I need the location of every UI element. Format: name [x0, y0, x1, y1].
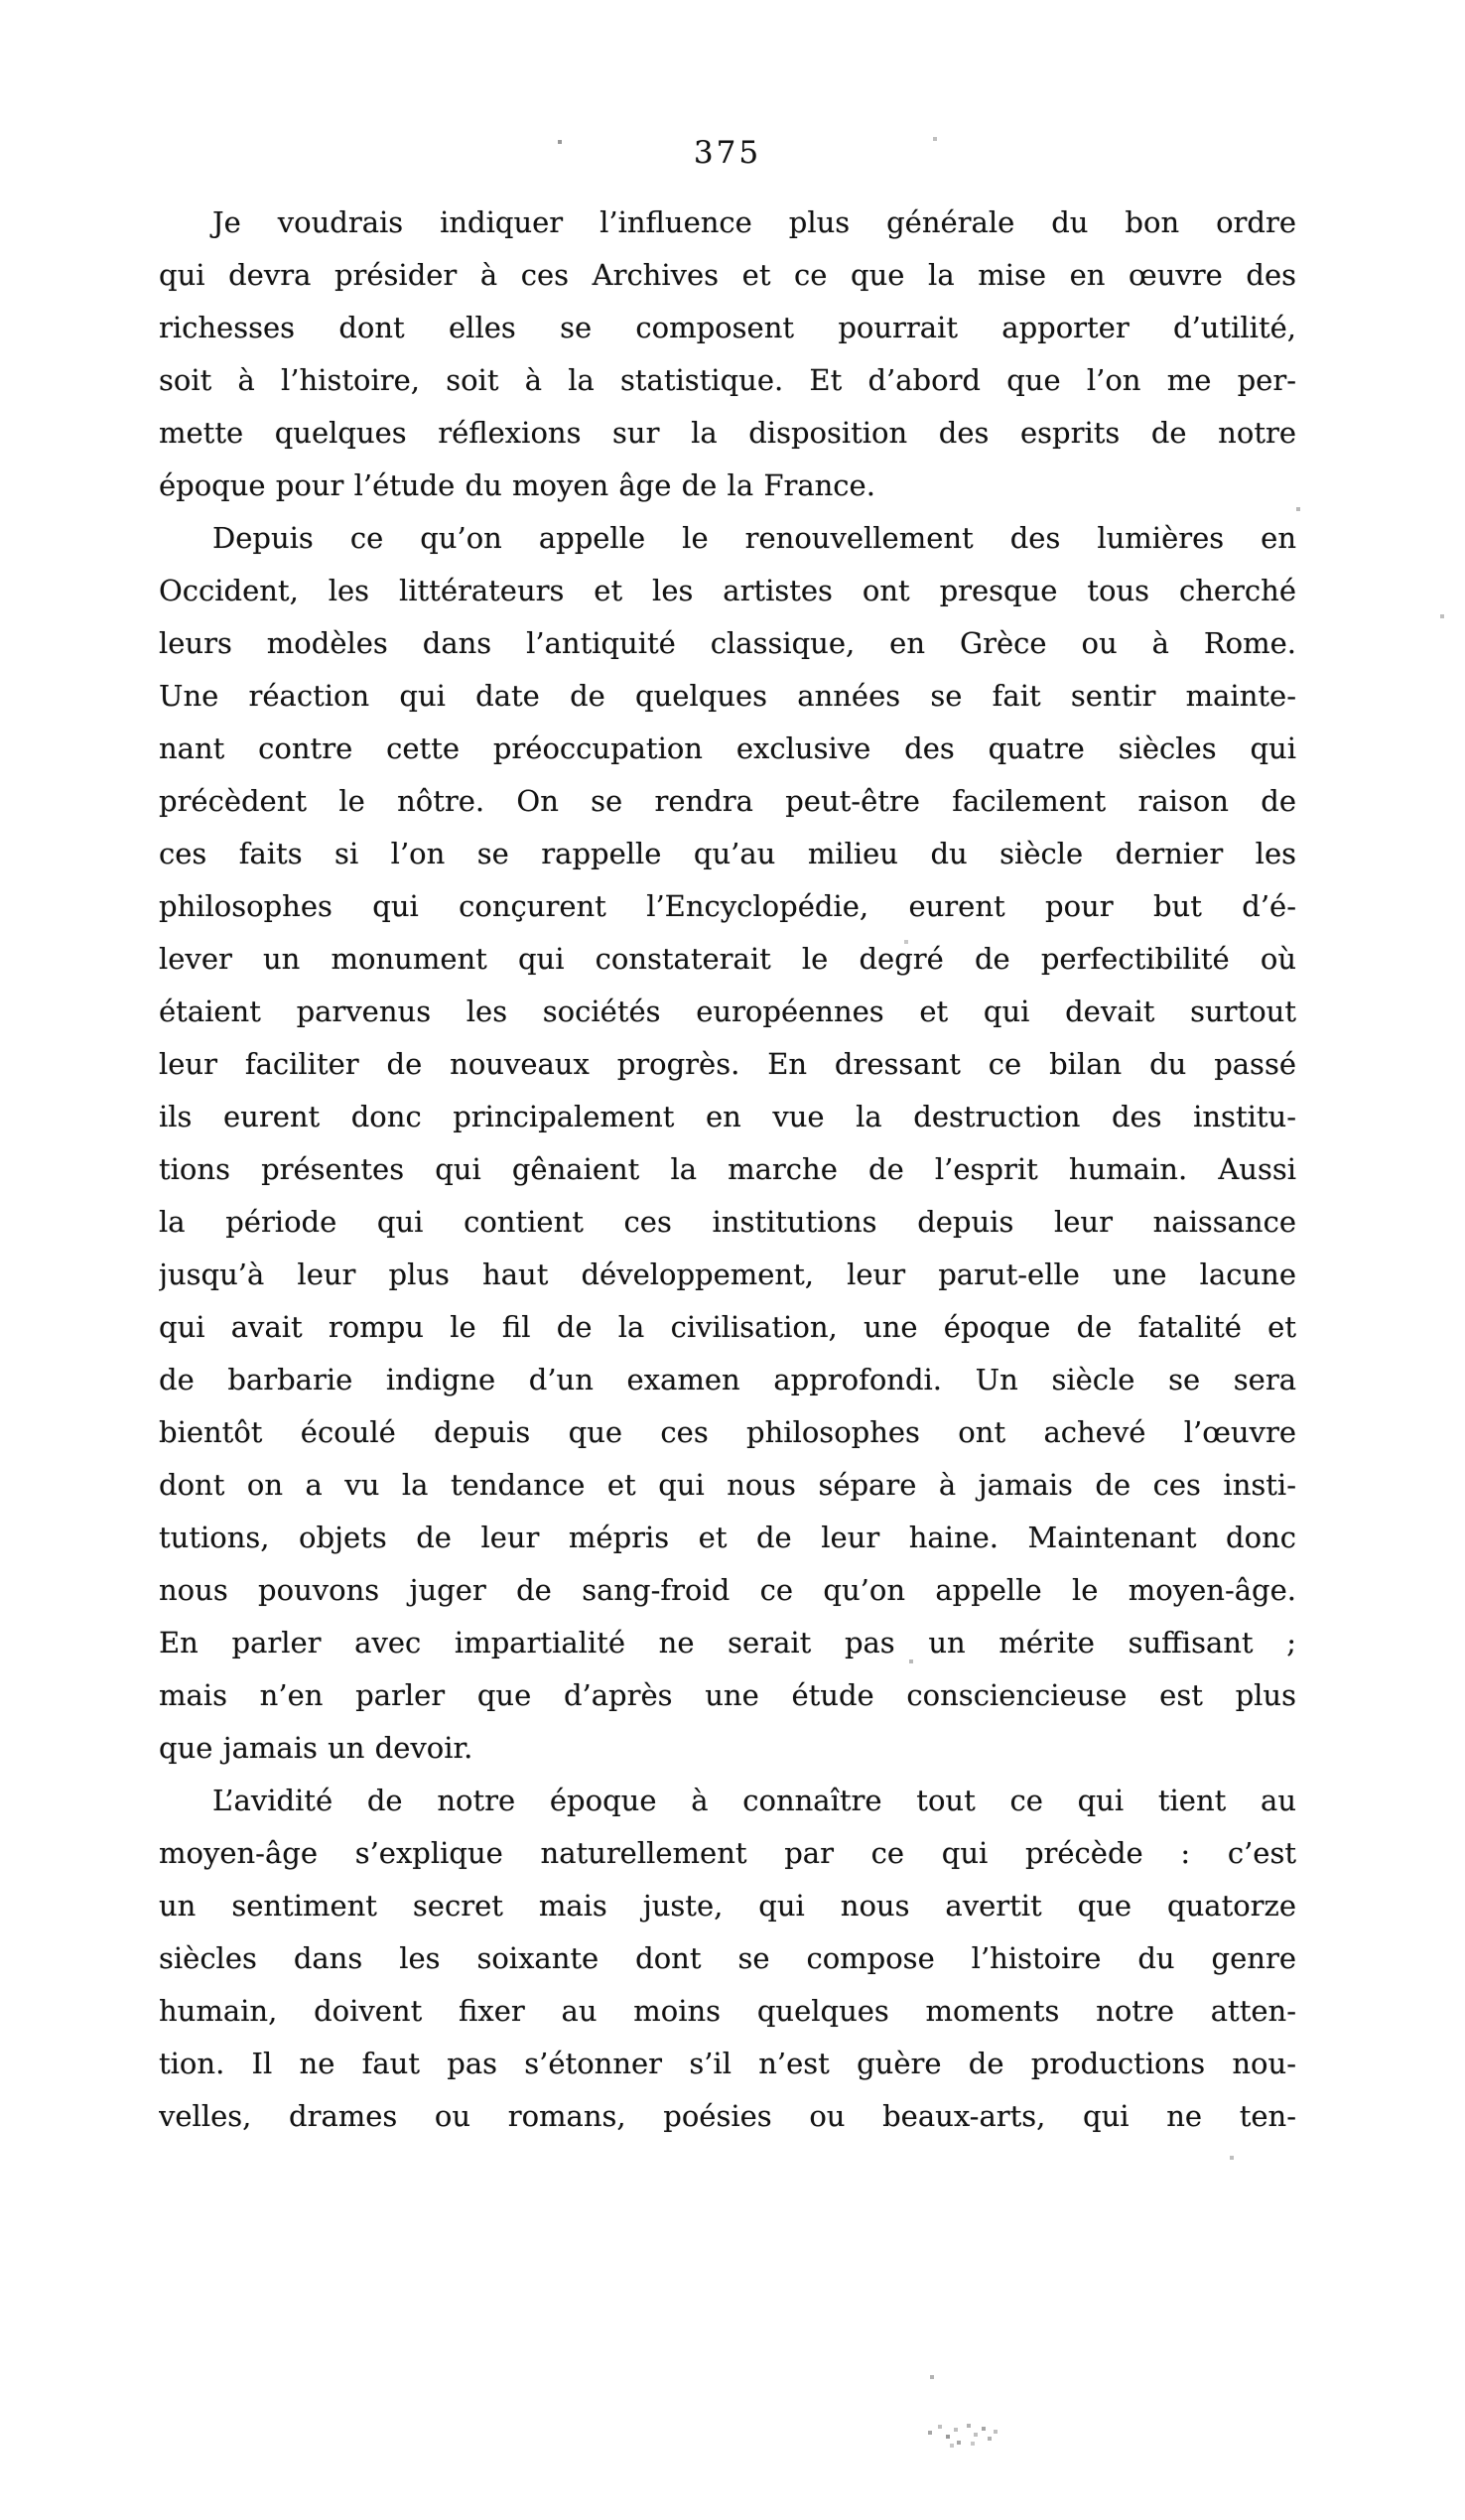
text-line: qui devra présider à ces Archives et ce que la mise en œuvre des — [159, 258, 1296, 292]
text-line: tions présentes qui gênaient la marche de l’esprit humain. Aussi — [159, 1152, 1296, 1186]
text-line: Je voudrais indiquer l’influence plus générale du bon ordre — [212, 205, 1296, 239]
text-line: lever un monument qui constaterait le degré de perfectibilité où — [159, 942, 1296, 976]
scan-smudge-dots — [925, 2420, 927, 2422]
text-line: humain, doivent fixer au moins quelques moments notre atten- — [159, 1994, 1296, 2028]
text-line: précèdent le nôtre. On se rendra peut-être facilement raison de — [159, 784, 1296, 818]
body-text-block — [159, 197, 1296, 2143]
scan-speck-noise — [0, 0, 2, 2]
text-line: mette quelques réflexions sur la disposition des esprits de notre — [159, 416, 1296, 450]
text-line: ils eurent donc principalement en vue la destruction des institu- — [159, 1100, 1296, 1133]
text-line: jusqu’à leur plus haut développement, leur parut-elle une lacune — [159, 1258, 1296, 1291]
text-line: soit à l’histoire, soit à la statistique. Et d’abord que l’on me per- — [159, 363, 1296, 397]
text-line: En parler avec impartialité ne serait pas un mérite suffisant ; — [159, 1626, 1296, 1659]
text-line: leurs modèles dans l’antiquité classique, en Grèce ou à Rome. — [159, 626, 1296, 660]
text-line: leur faciliter de nouveaux progrès. En dressant ce bilan du passé — [159, 1047, 1296, 1081]
text-line: moyen-âge s’explique naturellement par ce qui précède : c’est — [159, 1836, 1296, 1870]
paragraph-2 — [159, 512, 1296, 1775]
text-line: que jamais un devoir. — [159, 1731, 473, 1765]
page-number: 375 — [693, 135, 762, 171]
paragraph-3 — [159, 1775, 1296, 2143]
text-line: étaient parvenus les sociétés européennes et qui devait surtout — [159, 995, 1296, 1028]
text-line: de barbarie indigne d’un examen approfondi. Un siècle se sera — [159, 1363, 1296, 1396]
text-line: tion. Il ne faut pas s’étonner s’il n’est guère de productions nou- — [159, 2047, 1296, 2080]
text-line: tutions, objets de leur mépris et de leur haine. Maintenant donc — [159, 1521, 1296, 1554]
text-line: un sentiment secret mais juste, qui nous avertit que quatorze — [159, 1889, 1296, 1923]
text-line: mais n’en parler que d’après une étude consciencieuse est plus — [159, 1678, 1296, 1712]
text-line: qui avait rompu le fil de la civilisation, une époque de fatalité et — [159, 1310, 1296, 1344]
text-line: époque pour l’étude du moyen âge de la France. — [159, 468, 875, 502]
text-line: siècles dans les soixante dont se compose l’histoire du genre — [159, 1941, 1296, 1975]
paragraph-1 — [159, 197, 1296, 512]
text-line: richesses dont elles se composent pourrait apporter d’utilité, — [159, 311, 1296, 344]
text-line: nous pouvons juger de sang-froid ce qu’on appelle le moyen-âge. — [159, 1573, 1296, 1607]
text-line: philosophes qui conçurent l’Encyclopédie, eurent pour but d’é- — [159, 889, 1296, 923]
text-line: Une réaction qui date de quelques années se fait sentir mainte- — [159, 679, 1296, 713]
text-line: bientôt écoulé depuis que ces philosophes ont achevé l’œuvre — [159, 1415, 1296, 1449]
text-line: nant contre cette préoccupation exclusive des quatre siècles qui — [159, 731, 1296, 765]
scan-smudge — [925, 2420, 1004, 2448]
text-line: ces faits si l’on se rappelle qu’au milieu du siècle dernier les — [159, 837, 1296, 870]
text-line: L’avidité de notre époque à connaître tout ce qui tient au — [212, 1784, 1296, 1817]
text-line: dont on a vu la tendance et qui nous sépare à jamais de ces insti- — [159, 1468, 1296, 1502]
text-line: Depuis ce qu’on appelle le renouvellement des lumières en — [212, 521, 1296, 555]
text-line: la période qui contient ces institutions depuis leur naissance — [159, 1205, 1296, 1239]
text-line: velles, drames ou romans, poésies ou beaux-arts, qui ne ten- — [159, 2099, 1296, 2133]
text-line: Occident, les littérateurs et les artistes ont presque tous cherché — [159, 574, 1296, 607]
